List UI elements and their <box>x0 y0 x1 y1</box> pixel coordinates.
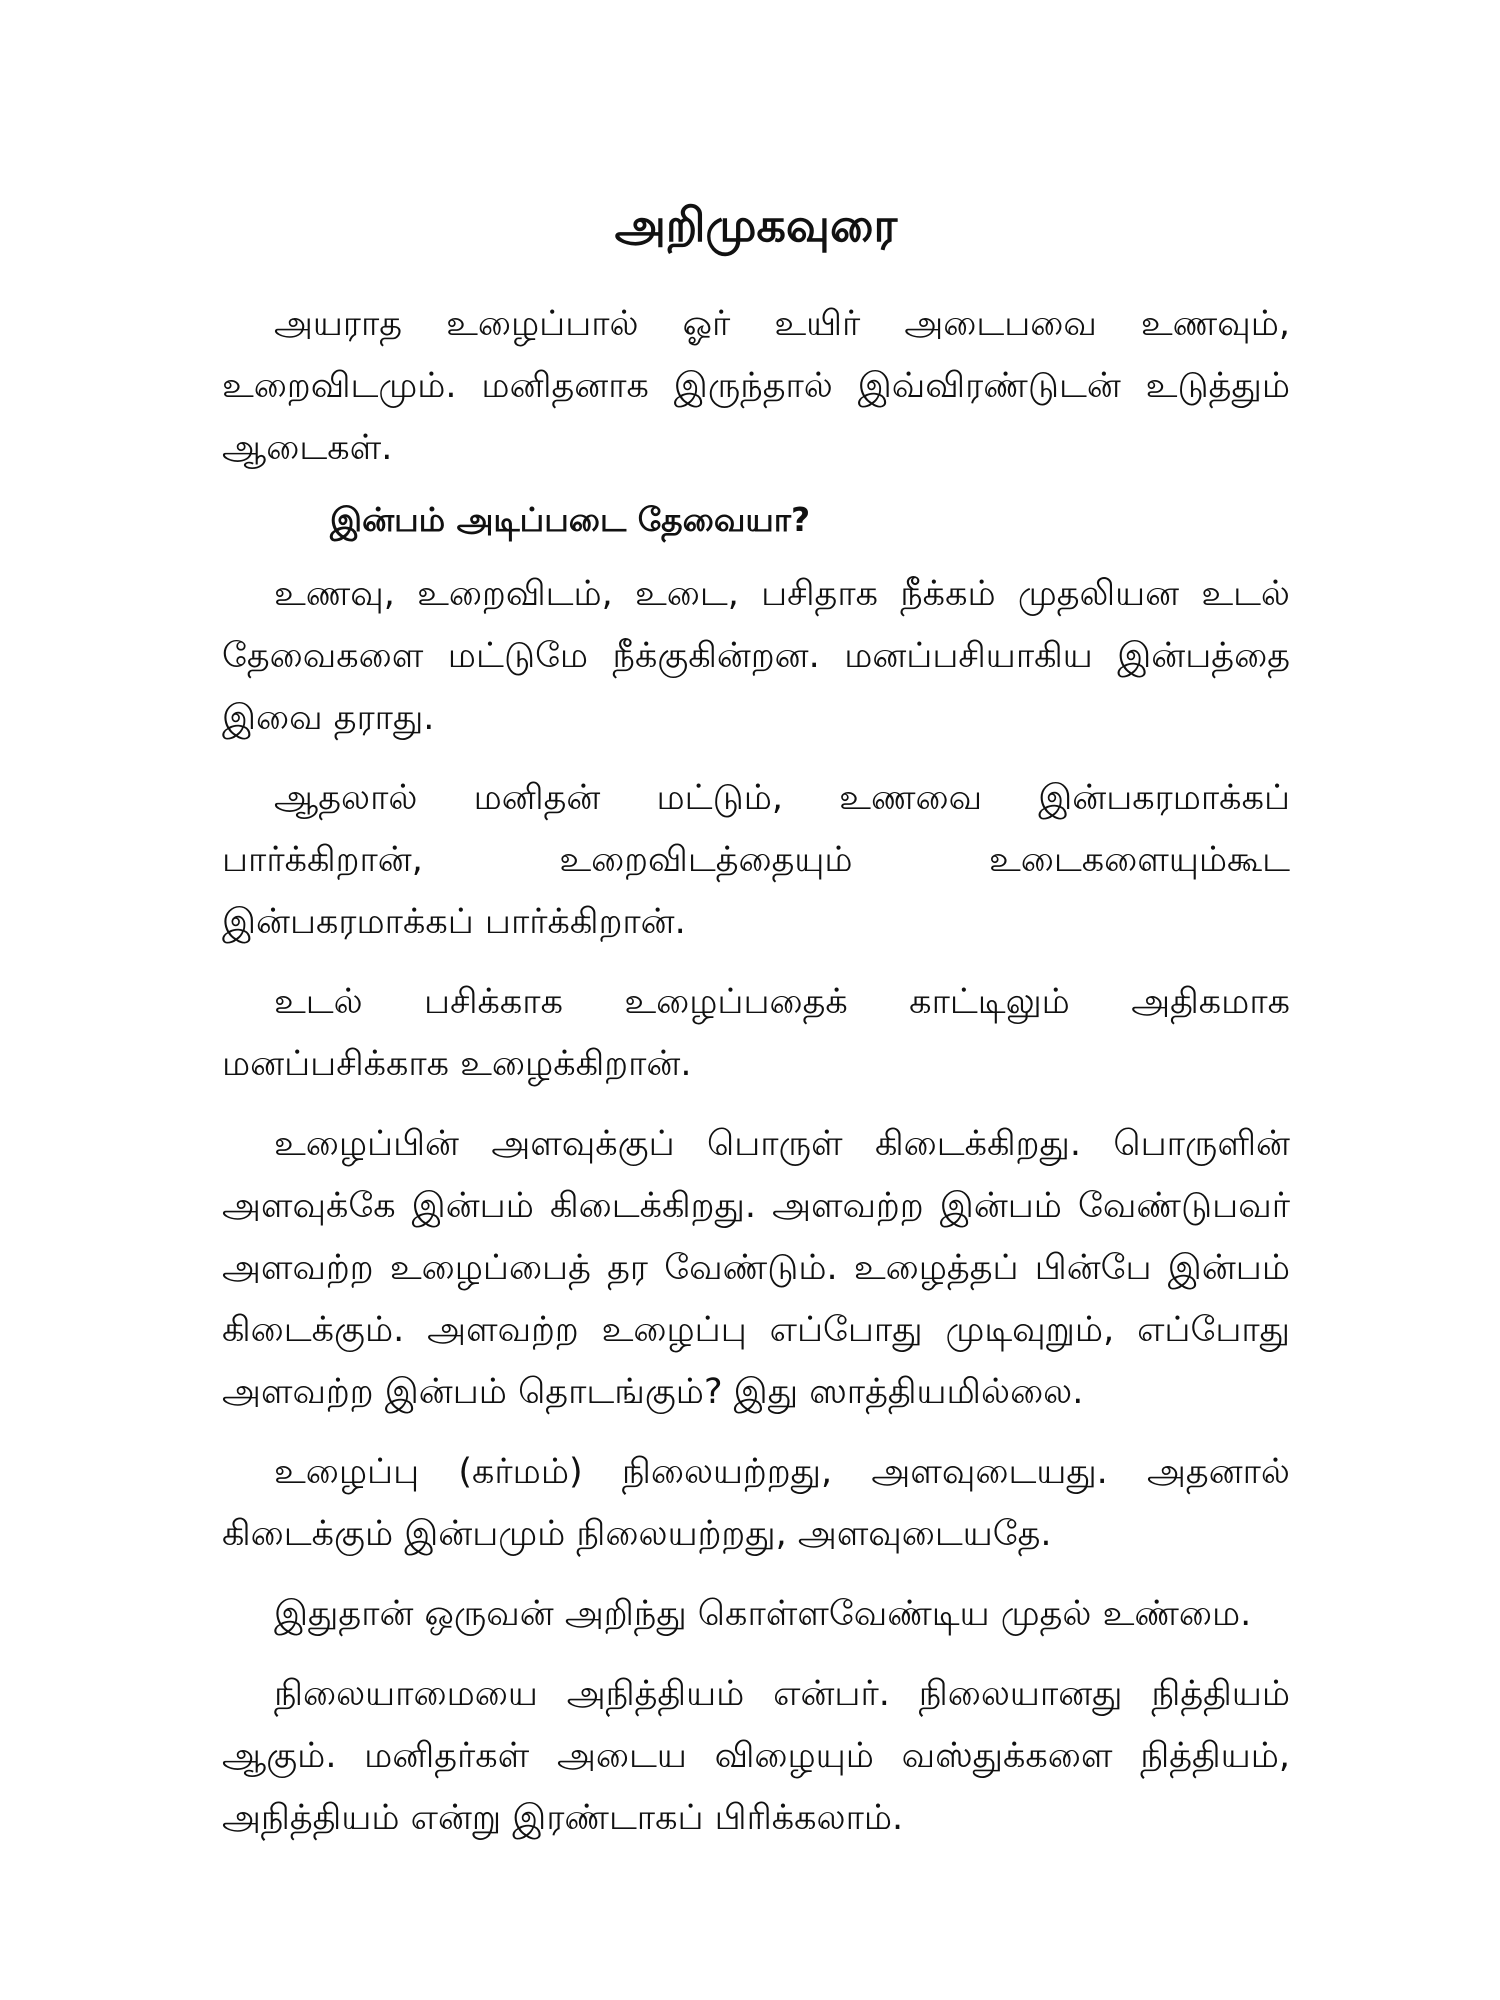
paragraph-3: ஆதலால் மனிதன் மட்டும், உணவை இன்பகரமாக்கப் பார்க்கிறான், உறைவிடத்தையும் உடைகளையும்கூட இன்பகரமாக்கப் பார்க்கிறான். <box>222 778 1290 942</box>
paragraph-6: உழைப்பு (கர்மம்) நிலையற்றது, அளவுடையது. அதனால் கிடைக்கும் இன்பமும் நிலையற்றது, அளவுடையதே. <box>222 1452 1290 1554</box>
paragraph-8: நிலையாமையை அநித்தியம் என்பர். நிலையானது நித்தியம் ஆகும். மனிதர்கள் அடைய விழையும் வஸ்துக்களை நித்தியம், அநித்தியம் என்று இரண்டாகப் பிரிக்கலாம். <box>222 1674 1290 1838</box>
paragraph-4: உடல் பசிக்காக உழைப்பதைக் காட்டிலும் அதிகமாக மனப்பசிக்காக உழைக்கிறான். <box>222 982 1290 1084</box>
document-page <box>222 195 1290 1867</box>
paragraph-2: உணவு, உறைவிடம், உடை, பசிதாக நீக்கம் முதலியன உடல் தேவைகளை மட்டுமே நீக்குகின்றன. மனப்பசியாகிய இன்பத்தை இவை தராது. <box>222 574 1290 738</box>
page-title: அறிமுகவுரை <box>614 198 898 252</box>
paragraph-5: உழைப்பின் அளவுக்குப் பொருள் கிடைக்கிறது. பொருளின் அளவுக்கே இன்பம் கிடைக்கிறது. அளவற்ற இன்பம் வேண்டுபவர் அளவற்ற உழைப்பைத் தர வேண்டும். உழைத்தப் பின்பே இன்பம் கிடைக்கும். அளவற்ற உழைப்பு எப்போது முடிவுறும், எப்போது அளவற்ற இன்பம் தொடங்கும்? இது ஸாத்தியமில்லை. <box>222 1124 1290 1412</box>
paragraph-1: அயராத உழைப்பால் ஓர் உயிர் அடைபவை உணவும், உறைவிடமும். மனிதனாக இருந்தால் இவ்விரண்டுடன் உடுத்தும் ஆடைகள். <box>222 304 1290 468</box>
paragraph-7: இதுதான் ஒருவன் அறிந்து கொள்ளவேண்டிய முதல் உண்மை. <box>274 1594 1252 1634</box>
section-subheading: இன்பம் அடிப்படை தேவையா? <box>330 500 811 539</box>
